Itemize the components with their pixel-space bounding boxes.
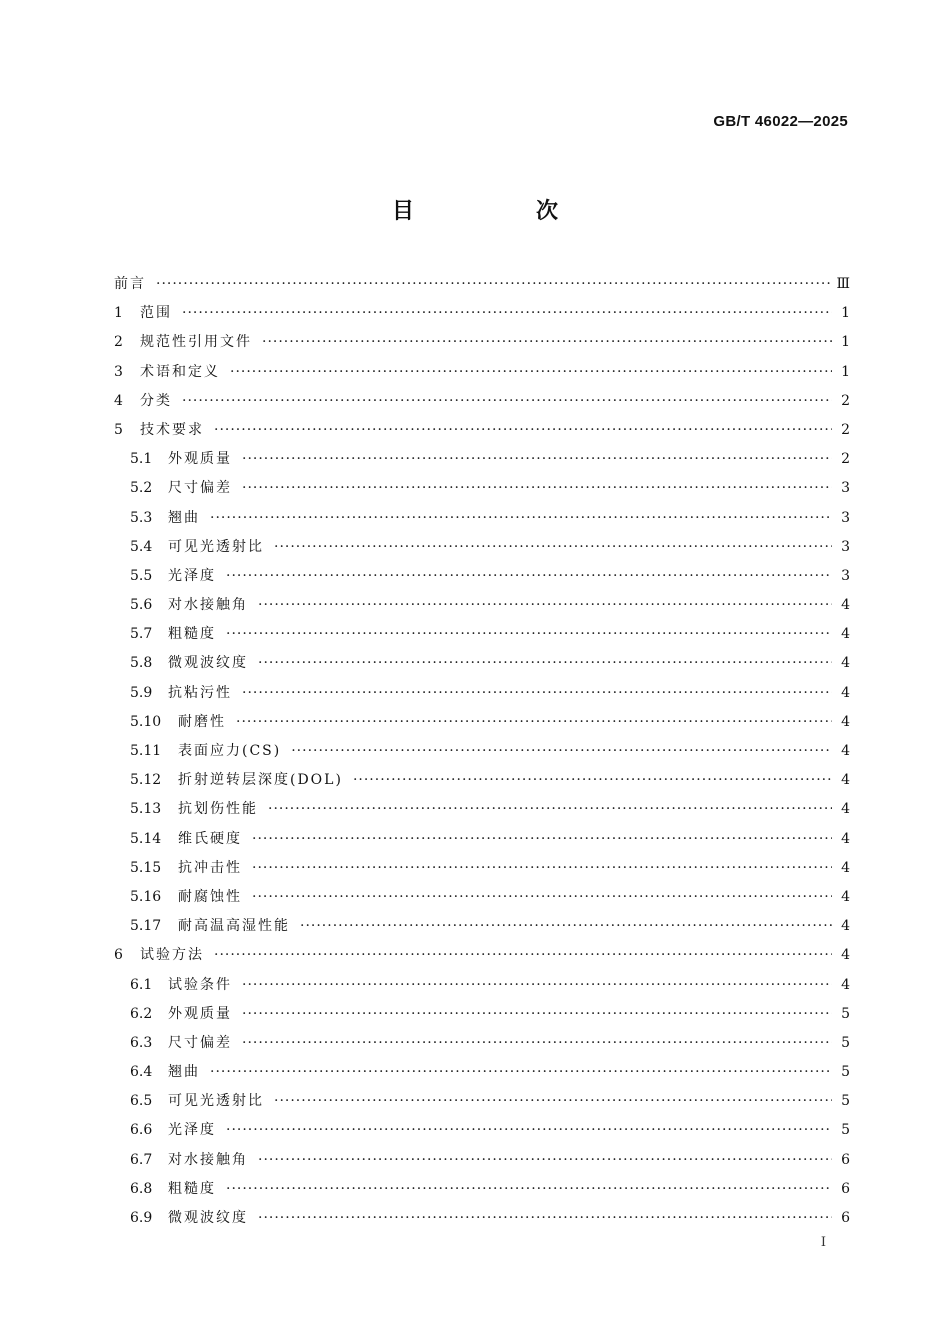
toc-entry-number: 4 [114,392,123,409]
toc-entry-page: 3 [841,538,850,555]
toc-entry-title: 光泽度 [168,1122,216,1139]
toc-entry[interactable] [114,941,850,970]
toc-dot-leader [258,649,832,678]
toc-dot-leader [210,1058,832,1087]
toc-dot-leader [226,1116,832,1145]
toc-entry-title: 尺寸偏差 [168,480,232,497]
toc-entry-page: 4 [841,684,850,701]
toc-entry-title: 耐磨性 [178,713,226,730]
toc-entry-number: 2 [114,334,123,351]
toc-dot-leader [182,387,832,416]
toc-entry-page: 3 [841,480,850,497]
toc-entry-title: 前言 [114,276,146,292]
page-number: I [820,1235,826,1250]
toc-entry-page: 3 [841,509,850,526]
toc-entry[interactable] [114,883,850,912]
toc-entry-page: Ⅲ [836,276,850,292]
toc-entry-number: 5.15 [130,859,162,876]
toc-entry-number: 5 [114,421,123,438]
toc-entry[interactable] [114,1116,850,1145]
toc-dot-leader [182,299,832,328]
toc-dot-leader [210,504,832,533]
toc-entry-page: 4 [841,859,850,876]
toc-entry-page: 4 [841,801,850,818]
toc-entry-title: 抗粘污性 [168,684,232,701]
toc-dot-leader [252,854,832,883]
toc-entry-title: 试验条件 [168,976,232,993]
toc-entry[interactable] [114,328,850,357]
toc-entry-title: 术语和定义 [140,363,220,380]
toc-entry-page: 5 [841,1034,850,1051]
toc-entry[interactable] [114,1058,850,1087]
toc-dot-leader [156,270,830,299]
toc-entry-title: 表面应力(CS) [178,743,282,759]
toc-entry-page: 6 [841,1151,850,1168]
toc-entry[interactable] [114,299,850,328]
toc-entry-number: 5.3 [130,509,153,526]
toc-dot-leader [258,591,832,620]
toc-entry[interactable] [114,1146,850,1175]
toc-entry-number: 6.3 [130,1034,153,1051]
toc-entry-title: 对水接触角 [168,1151,248,1168]
toc-entry-page: 5 [841,1093,850,1110]
toc-entry[interactable] [114,912,850,941]
toc-entry[interactable] [114,1029,850,1058]
toc-entry-number: 6.9 [130,1210,153,1226]
toc-entry[interactable] [114,825,850,854]
toc-dot-leader [214,941,832,970]
toc-entry[interactable] [114,620,850,649]
toc-entry-number: 6.5 [130,1093,153,1110]
toc-entry[interactable] [114,679,850,708]
toc-entry-title: 分类 [140,392,172,409]
toc-entry-title: 外观质量 [168,451,232,468]
toc-entry-title: 耐高温高湿性能 [178,918,290,935]
toc-entry-number: 5.10 [130,713,162,730]
toc-entry-number: 5.17 [130,918,162,935]
toc-dot-leader [258,1204,832,1233]
toc-entry[interactable] [114,737,850,766]
toc-entry-number: 5.9 [130,684,153,701]
toc-dot-leader [226,1175,832,1204]
toc-entry-title: 抗划伤性能 [178,801,258,818]
toc-entry-title: 尺寸偏差 [168,1034,232,1051]
toc-entry-page: 5 [841,1122,850,1139]
toc-entry-page: 4 [841,888,850,905]
toc-entry-page: 6 [841,1210,850,1226]
toc-entry-number: 5.6 [130,597,153,614]
toc-entry[interactable] [114,1000,850,1029]
toc-entry-page: 4 [841,655,850,672]
toc-dot-leader [300,912,832,941]
toc-entry-title: 可见光透射比 [168,538,264,555]
toc-entry-page: 1 [841,334,850,351]
toc-dot-leader [214,416,832,445]
toc-entry-page: 4 [841,597,850,614]
toc-entry-number: 6.6 [130,1122,153,1139]
toc-entry-page: 3 [841,567,850,584]
toc-entry-page: 4 [841,626,850,643]
toc-entry-title: 微观波纹度 [168,1210,248,1226]
toc-entry[interactable] [114,387,850,416]
toc-entry-number: 5.14 [130,830,162,847]
toc-entry-page: 4 [841,918,850,935]
toc-entry[interactable] [114,708,850,737]
toc-dot-leader [291,737,832,766]
toc-dot-leader [242,679,832,708]
toc-dot-leader [236,708,832,737]
toc-dot-leader [268,795,832,824]
toc-entry-number: 6.8 [130,1180,153,1197]
standard-code: GB/T 46022—2025 [713,113,848,130]
toc-entry-title: 技术要求 [140,421,204,438]
toc-entry-title: 光泽度 [168,567,216,584]
toc-entry-page: 4 [841,947,850,964]
toc-dot-leader [258,1146,832,1175]
toc-entry[interactable] [114,270,850,299]
toc-dot-leader [252,883,832,912]
toc-entry-page: 4 [841,976,850,993]
toc-entry[interactable] [114,649,850,678]
toc-dot-leader [242,1029,832,1058]
page-title: 目 次 [391,199,608,224]
toc-entry-title: 维氏硬度 [178,830,242,847]
toc-dot-leader [242,445,832,474]
toc-entry-number: 5.4 [130,538,153,555]
toc-entry[interactable] [114,1175,850,1204]
toc-dot-leader [230,358,832,387]
toc-entry-page: 5 [841,1005,850,1022]
toc-entry[interactable] [114,416,850,445]
toc-entry-number: 1 [114,305,123,322]
toc-entry-title: 耐腐蚀性 [178,888,242,905]
toc-dot-leader [274,1087,832,1116]
toc-entry[interactable] [114,1204,850,1233]
toc-entry-page: 6 [841,1180,850,1197]
toc-entry[interactable] [114,358,850,387]
toc-entry-number: 5.5 [130,567,153,584]
toc-entry-number: 5.7 [130,626,153,643]
toc-entry-page: 5 [841,1064,850,1081]
table-of-contents [114,270,850,1233]
toc-entry-title: 规范性引用文件 [140,334,252,351]
toc-entry-page: 2 [841,392,850,409]
toc-entry[interactable] [114,562,850,591]
toc-dot-leader [242,971,832,1000]
toc-dot-leader [242,1000,832,1029]
toc-entry[interactable] [114,445,850,474]
toc-dot-leader [262,328,832,357]
toc-entry-number: 6 [114,947,123,964]
toc-dot-leader [226,562,832,591]
toc-entry-title: 对水接触角 [168,597,248,614]
toc-entry-page: 1 [841,305,850,322]
toc-entry-page: 4 [841,743,850,759]
toc-entry-page: 4 [841,772,850,789]
toc-entry-number: 5.13 [130,801,162,818]
toc-entry-title: 抗冲击性 [178,859,242,876]
toc-entry[interactable] [114,766,850,795]
toc-entry-number: 5.1 [130,451,153,468]
toc-entry-title: 折射逆转层深度(DOL) [178,772,343,789]
toc-entry[interactable] [114,971,850,1000]
toc-entry-number: 5.12 [130,772,162,789]
toc-entry[interactable] [114,474,850,503]
toc-entry-number: 5.16 [130,888,162,905]
toc-entry-title: 粗糙度 [168,626,216,643]
toc-entry-title: 范围 [140,305,172,322]
toc-entry[interactable] [114,1087,850,1116]
toc-entry-page: 2 [841,421,850,438]
toc-dot-leader [252,825,832,854]
toc-entry-number: 6.2 [130,1005,153,1022]
toc-entry-title: 翘曲 [168,1064,200,1081]
toc-entry-title: 试验方法 [140,947,204,964]
toc-entry-number: 6.4 [130,1064,153,1081]
toc-entry-title: 粗糙度 [168,1180,216,1197]
toc-entry-title: 翘曲 [168,509,200,526]
toc-entry-page: 4 [841,713,850,730]
toc-entry-number: 5.11 [130,743,162,759]
toc-entry-title: 可见光透射比 [168,1093,264,1110]
toc-entry-title: 外观质量 [168,1005,232,1022]
toc-entry-page: 1 [841,363,850,380]
toc-dot-leader [226,620,832,649]
toc-entry-number: 6.1 [130,976,153,993]
toc-entry-number: 5.8 [130,655,153,672]
toc-entry[interactable] [114,533,850,562]
toc-dot-leader [274,533,832,562]
toc-dot-leader [242,474,832,503]
toc-entry[interactable] [114,854,850,883]
toc-entry-title: 微观波纹度 [168,655,248,672]
toc-entry-number: 5.2 [130,480,153,497]
toc-entry[interactable] [114,795,850,824]
toc-entry-page: 2 [841,451,850,468]
toc-entry-number: 6.7 [130,1151,153,1168]
toc-entry[interactable] [114,504,850,533]
toc-entry-number: 3 [114,363,123,380]
toc-entry[interactable] [114,591,850,620]
toc-dot-leader [353,766,832,795]
toc-entry-page: 4 [841,830,850,847]
